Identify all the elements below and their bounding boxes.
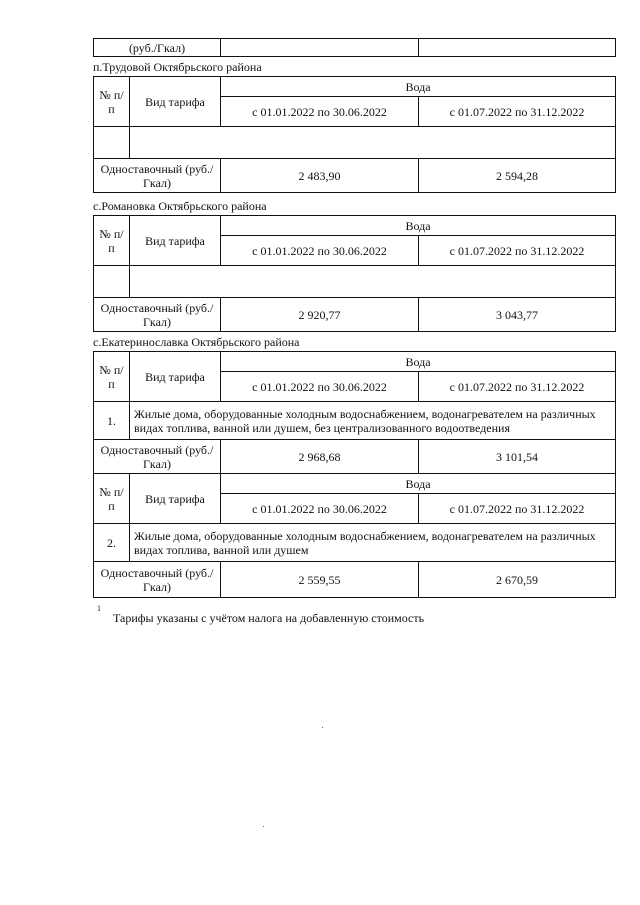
tariff-type-header: Вид тарифа	[130, 77, 221, 127]
footnote	[97, 604, 425, 626]
empty-cell	[130, 127, 616, 159]
tariff-name: Одноставочный (руб./Гкал)	[94, 440, 221, 474]
tariff-type-header: Вид тарифа	[130, 216, 221, 266]
number-header: № п/п	[94, 474, 130, 524]
footnote-text: Тарифы указаны с учётом налога на добавленную стоимость	[113, 611, 425, 625]
tariff-value-period-2: 2 594,28	[419, 159, 616, 193]
row-number: 2.	[94, 524, 130, 562]
tariff-name: Одноставочный (руб./Гкал)	[94, 562, 221, 598]
empty-cell	[130, 266, 616, 298]
scan-speck	[263, 826, 264, 827]
tariff-table-romanovka	[93, 215, 616, 332]
tariff-value-period-1: 2 920,77	[221, 298, 419, 332]
tariff-value-period-1: 2 559,55	[221, 562, 419, 598]
water-header: Вода	[221, 216, 616, 236]
section-title: с.Романовка Октябрьского района	[93, 199, 267, 213]
tariff-value-period-2: 3 043,77	[419, 298, 616, 332]
tariff-name: Одноставочный (руб./Гкал)	[94, 159, 221, 193]
tariff-value-period-2: 3 101,54	[419, 440, 616, 474]
number-header: № п/п	[94, 216, 130, 266]
consumer-description: Жилые дома, оборудованные холодным водоснабжением, водонагревателем на различных видах топлива, ванной или душем, без централизованного водоотведения	[130, 402, 616, 440]
number-header: № п/п	[94, 352, 130, 402]
row-number: 1.	[94, 402, 130, 440]
period-1-header: с 01.01.2022 по 30.06.2022	[221, 372, 419, 402]
period-1-header: с 01.01.2022 по 30.06.2022	[221, 236, 419, 266]
empty-cell	[94, 266, 130, 298]
period-1-header: с 01.01.2022 по 30.06.2022	[221, 494, 419, 524]
period-2-header: с 01.07.2022 по 31.12.2022	[419, 97, 616, 127]
scan-speck	[322, 727, 323, 728]
tariff-value-period-1: 2 483,90	[221, 159, 419, 193]
section-title: п.Трудовой Октябрьского района	[93, 60, 262, 74]
empty-cell	[419, 39, 616, 57]
period-2-header: с 01.07.2022 по 31.12.2022	[419, 494, 616, 524]
continuation-table	[93, 38, 616, 57]
empty-cell	[94, 127, 130, 159]
water-header: Вода	[221, 77, 616, 97]
tariff-value-period-2: 2 670,59	[419, 562, 616, 598]
tariff-name: Одноставочный (руб./Гкал)	[94, 298, 221, 332]
tariff-unit-cell: (руб./Гкал)	[94, 39, 221, 57]
footnote-mark: 1	[97, 604, 101, 613]
period-2-header: с 01.07.2022 по 31.12.2022	[419, 372, 616, 402]
tariff-value-period-1: 2 968,68	[221, 440, 419, 474]
tariff-table-ekaterinoslavka	[93, 351, 616, 598]
period-1-header: с 01.01.2022 по 30.06.2022	[221, 97, 419, 127]
section-title: с.Екатеринославка Октябрьского района	[93, 335, 300, 349]
empty-cell	[221, 39, 419, 57]
tariff-type-header: Вид тарифа	[130, 352, 221, 402]
period-2-header: с 01.07.2022 по 31.12.2022	[419, 236, 616, 266]
number-header: № п/п	[94, 77, 130, 127]
tariff-table-trudovoy	[93, 76, 616, 193]
water-header: Вода	[221, 474, 616, 494]
tariff-type-header: Вид тарифа	[130, 474, 221, 524]
consumer-description: Жилые дома, оборудованные холодным водоснабжением, водонагревателем на различных видах топлива, ванной или душем	[130, 524, 616, 562]
water-header: Вода	[221, 352, 616, 372]
